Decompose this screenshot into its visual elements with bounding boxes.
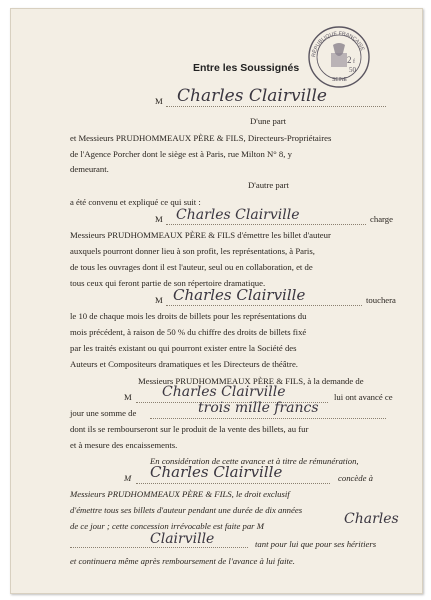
handwritten-name-6a: Charles [344, 511, 399, 527]
dautre-part: D'autre part [248, 180, 289, 190]
stamp-bottom-text: SEINE [332, 77, 348, 83]
stamp-value: 2 [347, 55, 352, 65]
party-line-2: de l'Agence Porcher dont le siège est à Paris, rue Milton N° 8, y [70, 149, 292, 159]
handwritten-name-2: Charles Clairville [176, 207, 300, 223]
prefix-m-2: M [155, 214, 163, 224]
fill-line [166, 224, 366, 225]
p6-line-7: et continuera même après remboursement de l'avance à lui faite. [70, 556, 295, 566]
p6-line-5: de ce jour ; cette concession irrévocable est faite par M [70, 521, 264, 531]
p3-line-4: de tous les ouvrages dont il est l'auteur, seul ou en collaboration, et de [70, 262, 313, 272]
p3-line-2: Messieurs PRUDHOMMEAUX PÈRE & FILS d'émettre les billet d'auteur [70, 230, 331, 240]
stamp-unit: f [353, 59, 355, 65]
handwritten-name-6b: Clairville [150, 531, 215, 547]
party-line-3: demeurant. [70, 164, 109, 174]
p5-line-5: et à mesure des encaissements. [70, 440, 178, 450]
fill-line [70, 547, 248, 548]
p6-line-6: tant pour lui que pour ses héritiers [255, 539, 377, 549]
p4-line-4: par les traités existant ou qui pourront exister entre la Société des [70, 343, 297, 353]
agreement-intro: a été convenu et expliqué ce qui suit : [70, 197, 201, 207]
p4-line-3: mois précédent, à raison de 50 % du chiffre des droits de billets fixé [70, 327, 307, 337]
handwritten-name-5: Charles Clairville [150, 463, 283, 481]
fill-line [166, 106, 386, 107]
handwritten-name-4: Charles Clairville [162, 384, 286, 400]
prefix-m-5: M [124, 473, 132, 483]
prefix-m-1: M [155, 96, 163, 106]
p4-line-2: le 10 de chaque mois les droits de billets pour les représentations du [70, 311, 307, 321]
stamp-top-text: RÉPUBLIQUE FRANÇAISE [311, 30, 366, 58]
p6-line-3: Messieurs PRUDHOMMEAUX PÈRE & FILS, le droit exclusif [70, 489, 290, 499]
charge-word: charge [370, 214, 393, 224]
p5-line-1: Messieurs PRUDHOMMEAUX PÈRE & FILS, à la demande de [138, 376, 364, 386]
avance-phrase: lui ont avancé ce [334, 392, 393, 402]
stamp-small-value: 50 [349, 66, 356, 74]
document-title: Entre les Soussignés [193, 62, 300, 74]
fill-line [150, 418, 386, 419]
p5-line-4: dont ils se rembourseront sur le produit de la vente des billets, au fur [70, 424, 309, 434]
handwritten-name-3: Charles Clairville [173, 286, 306, 304]
p3-line-3: auxquels pourront donner lieu à son profit, les représentations, à Paris, [70, 246, 315, 256]
p6-line-1: En considération de cette avance et à titre de rémunération, [150, 456, 359, 466]
prefix-m-3: M [155, 295, 163, 305]
p5-line-3: jour une somme de [70, 408, 137, 418]
dune-part: D'une part [250, 116, 287, 126]
party-line-1: et Messieurs PRUDHOMMEAUX PÈRE & FILS, Directeurs-Propriétaires [70, 133, 332, 143]
fill-line [136, 483, 330, 484]
handwritten-amount: trois mille francs [198, 400, 319, 416]
prefix-m-4: M [124, 392, 132, 402]
handwritten-name-1: Charles Clairville [177, 86, 327, 106]
p4-line-5: Auteurs et Compositeurs dramatiques et les Directeurs de théâtre. [70, 359, 298, 369]
concede-word: concède à [338, 473, 373, 483]
fiscal-stamp [307, 25, 371, 89]
fill-line [166, 305, 362, 306]
touchera-word: touchera [366, 295, 396, 305]
p6-line-4: d'émettre tous ses billets d'auteur pendant une durée de dix années [70, 505, 303, 515]
p3-line-5: tous ceux qui feront partie de son répertoire dramatique. [70, 278, 266, 288]
